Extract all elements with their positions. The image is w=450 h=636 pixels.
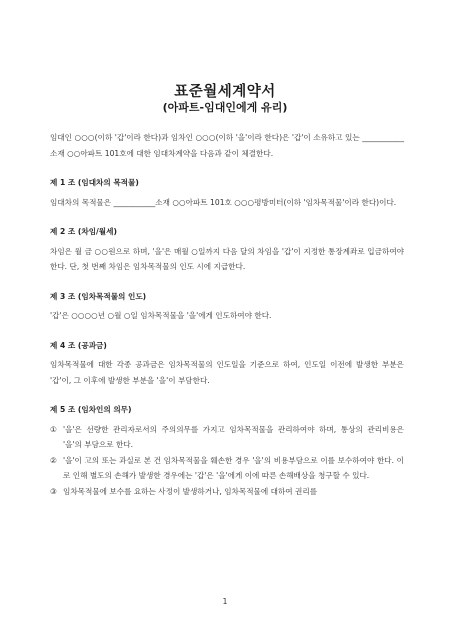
document-title: 표준월세계약서: [174, 84, 276, 100]
article-5-item-1: [50, 422, 404, 453]
article-4: [50, 338, 404, 389]
article-3: [50, 289, 404, 324]
article-3-text: '갑'은 ○○○○년 ○월 ○일 임차목적물을 '을'에게 인도하여야 한다.: [50, 311, 272, 320]
item-number: ③: [50, 486, 57, 496]
article-2-text: 차임은 월 금 ○○원으로 하며, '을'은 매월 ○일까지 다음 달의 차임을 '갑'이 지정한 통장계좌로 입금하여야 한다. 단, 첫 번째 차임은 임차목적물의 인도 시에 지급한다.: [50, 246, 404, 271]
item-number: ②: [50, 455, 57, 465]
page-number: 1: [222, 597, 228, 606]
article-5: [50, 402, 404, 499]
article-5-title: 제 5 조 (임차인의 의무): [50, 405, 132, 414]
article-2: [50, 224, 404, 275]
article-5-item-3: [50, 484, 404, 500]
article-1-text: 임대차의 목적물은 ___________소재 ○○아파트 101호 ○○○평방미터(이하 '임차목적물'이라 한다)이다.: [50, 197, 397, 207]
article-4-text: 임차목적물에 대한 각종 공과금은 임차목적물의 인도일을 기준으로 하여, 인도일 이전에 발생한 부분은 '갑'이, 그 이후에 발생한 부분을 '을'이 부담한다.: [50, 360, 404, 385]
document-body: [50, 130, 404, 499]
intro-paragraph: 임대인 ○○○(이하 '갑'이라 한다)과 임차인 ○○○(이하 '을'이라 한다)은 '갑'이 소유하고 있는 ___________소재 ○○아파트 101호에 대한 임대차계약을 다음과 같이 체결한다.: [50, 133, 404, 158]
article-2-title: 제 2 조 (차임/월세): [50, 227, 117, 236]
item-text: '을'이 고의 또는 과실로 본 건 임차목적물을 훼손한 경우 '을'의 비용부담으로 이를 보수하여야 한다. 이로 인해 별도의 손해가 발생한 경우에는 '갑'은 '을'에게 이에 따른 손해배상을 청구할 수 있다.: [63, 455, 404, 480]
document-subtitle: (아파트-임대인에게 유리): [162, 101, 288, 114]
article-1: [50, 175, 404, 210]
article-4-title: 제 4 조 (공과금): [50, 340, 107, 350]
article-1-title: 제 1 조 (임대차의 목적물): [50, 178, 139, 187]
article-5-item-2: [50, 453, 404, 484]
item-text: 임차목적물에 보수를 요하는 사정이 발생하거나, 임차목적물에 대하여 권리를: [63, 486, 318, 496]
item-number: ①: [50, 424, 57, 434]
article-3-title: 제 3 조 (임차목적물의 인도): [50, 291, 147, 301]
item-text: '을'은 선량한 관리자로서의 주의의무를 가지고 임차목적물을 관리하여야 하며, 통상의 관리비용은 '을'의 부담으로 한다.: [63, 424, 404, 449]
